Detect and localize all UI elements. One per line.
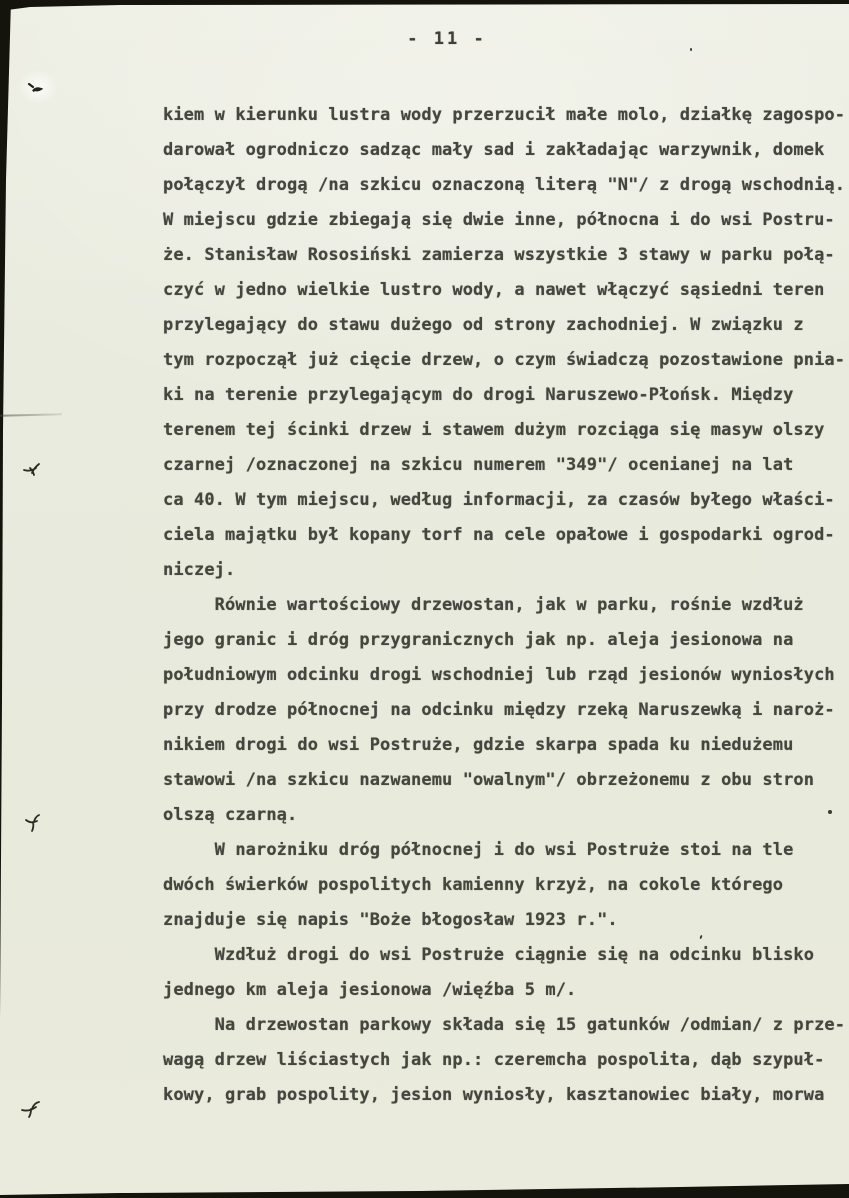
text-line: południowym odcinku drogi wschodniej lub rząd jesionów wyniosłych (163, 665, 835, 685)
ink-speck (828, 810, 832, 814)
text-line: przy drodze północnej na odcinku między rzeką Naruszewką i naroż- (163, 700, 835, 720)
text-line: darował ogrodniczo sadząc mały sad i zakładając warzywnik, domek (163, 140, 825, 160)
text-line: Wzdłuż drogi do wsi Postruże ciągnie się na odcinku blisko (163, 945, 815, 965)
margin-squiggle-mark-icon (18, 1098, 50, 1124)
text-line: dwóch świerków pospolitych kamienny krzyż, na cokole którego (163, 875, 784, 895)
text-line: nikiem drogi do wsi Postruże, gdzie skarpa spada ku niedużemu (163, 735, 794, 755)
text-line: że. Stanisław Rososiński zamierza wszystkie 3 stawy w parku połą- (163, 245, 835, 265)
ink-speck (690, 48, 692, 51)
scan-edge-bottom (0, 1182, 849, 1198)
scan-edge-top (0, 0, 849, 14)
text-line: Na drzewostan parkowy składa się 15 gatunków /odmian/ z prze- (163, 1015, 846, 1035)
text-line: czarnej /oznaczonej na szkicu numerem "349"/ ocenianej na lat (163, 455, 794, 475)
body-text (163, 98, 849, 1113)
text-line: stawowi /na szkicu nazwanemu "owalnym"/ obrzeżonemu z obu stron (163, 770, 815, 790)
text-line: jednego km aleja jesionowa /więźba 5 m/. (163, 980, 577, 1000)
text-line: niczej. (163, 560, 236, 580)
scratch-artifact (0, 413, 62, 417)
text-line: przylegający do stawu dużego od strony zachodniej. W związku z (163, 315, 804, 335)
text-line: terenem tej ścinki drzew i stawem dużym rozciąga się masyw olszy (163, 420, 825, 440)
text-line: olszą czarną. (163, 805, 298, 825)
text-line: W narożniku dróg północnej i do wsi Postruże stoi na tle (163, 840, 794, 860)
margin-squiggle-mark-icon (22, 812, 52, 838)
text-line: połączył drogą /na szkicu oznaczoną literą "N"/ z drogą wschodnią. (163, 175, 846, 195)
text-line: kowy, grab pospolity, jesion wyniosły, kasztanowiec biały, morwa (163, 1085, 825, 1105)
text-line: znajduje się napis "Boże błogosław 1923 r.". (163, 910, 618, 930)
text-line: Równie wartościowy drzewostan, jak w parku, rośnie wzdłuż (163, 595, 804, 615)
text-line: wagą drzew liściastych jak np.: czeremcha pospolita, dąb szypuł- (163, 1050, 825, 1070)
text-line: jego granic i dróg przygranicznych jak np. aleja jesionowa na (163, 630, 794, 650)
margin-squiggle-mark-icon (20, 460, 50, 484)
text-line: ki na terenie przylegającym do drogi Naruszewo-Płońsk. Między (163, 385, 794, 405)
text-line: tym rozpoczął już cięcie drzew, o czym świadczą pozostawione pnia- (163, 350, 846, 370)
text-line: W miejscu gdzie zbiegają się dwie inne, północna i do wsi Postru- (163, 210, 835, 230)
text-line: ca 40. W tym miejscu, według informacji, za czasów byłego właści- (163, 490, 835, 510)
text-line: czyć w jedno wielkie lustro wody, a nawet włączyć sąsiedni teren (163, 280, 825, 300)
scan-edge-left (0, 0, 12, 1070)
page-number: - 11 - (407, 29, 487, 49)
text-line: kiem w kierunku lustra wody przerzucił małe molo, działkę zagospo- (163, 105, 846, 125)
margin-check-mark-icon (26, 78, 52, 104)
text-line: ciela majątku był kopany torf na cele opałowe i gospodarki ogrod- (163, 525, 835, 545)
